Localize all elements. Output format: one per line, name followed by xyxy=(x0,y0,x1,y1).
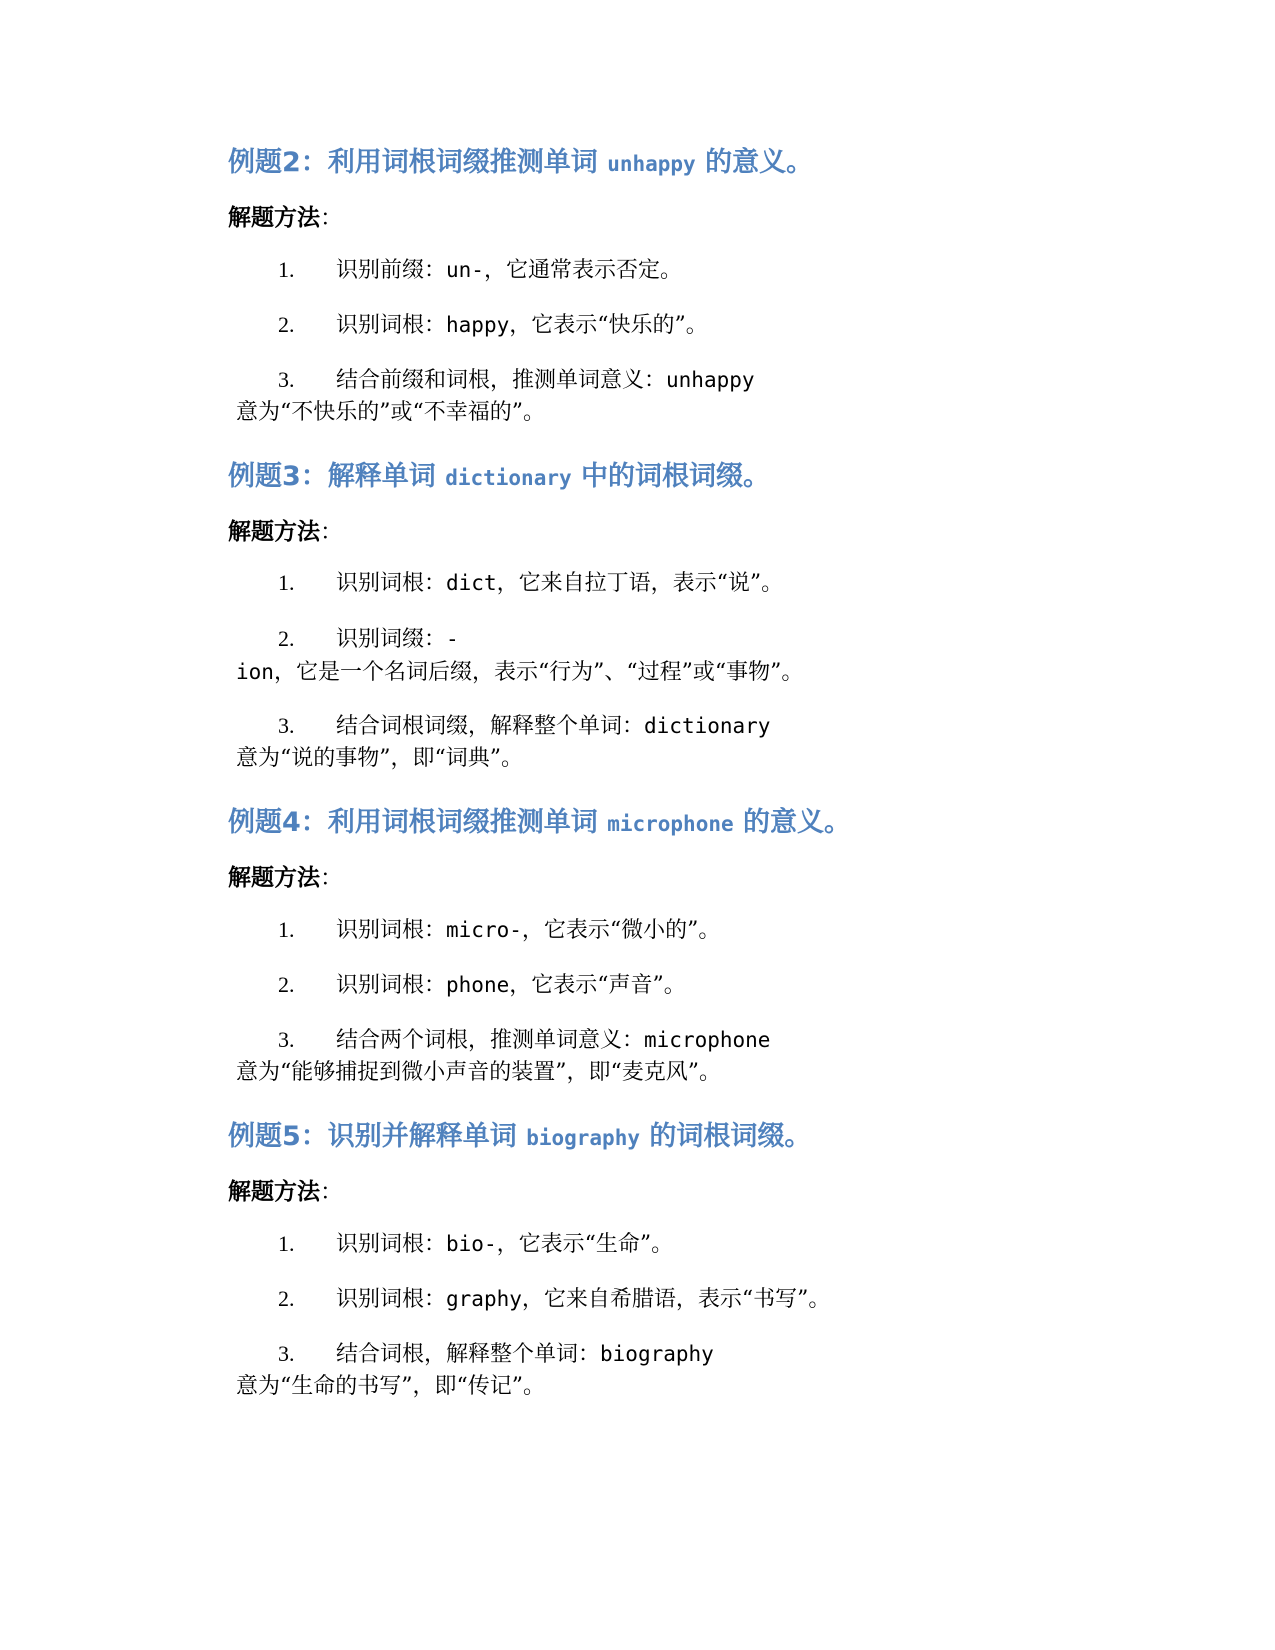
example-2-heading xyxy=(228,146,813,181)
heading-word: microphone xyxy=(607,812,734,836)
example-4-step-3-continuation: 意为“能够捕捉到微小声音的装置”，即“麦克风”。 xyxy=(236,1060,721,1085)
heading-word: dictionary xyxy=(445,466,572,490)
example-2-step-1: 1. 识别前缀：un-，它通常表示否定。 xyxy=(278,257,682,283)
example-2-method-label: 解题方法： xyxy=(228,205,343,231)
example-3-step-3-continuation: 意为“说的事物”，即“词典”。 xyxy=(236,746,523,771)
heading-prefix: 例题3：解释单词 xyxy=(228,461,446,492)
example-5-step-3: 3. 结合词根，解释整个单词：biography xyxy=(278,1341,714,1367)
example-3-heading xyxy=(228,460,770,495)
heading-suffix: 的词根词缀。 xyxy=(639,1121,812,1152)
example-3-step-1: 1. 识别词根：dict，它来自拉丁语，表示“说”。 xyxy=(278,570,784,596)
heading-prefix: 例题2：利用词根词缀推测单词 xyxy=(228,147,608,178)
example-5-step-1: 1. 识别词根：bio-，它表示“生命”。 xyxy=(278,1231,674,1257)
example-5-heading xyxy=(228,1120,811,1155)
heading-suffix: 中的词根词缀。 xyxy=(571,461,771,492)
example-5-method-label: 解题方法： xyxy=(228,1179,343,1205)
example-3-step-3: 3. 结合词根词缀，解释整个单词：dictionary xyxy=(278,713,771,739)
heading-word: unhappy xyxy=(607,152,696,176)
example-3-step-2-continuation: ion，它是一个名词后缀，表示“行为”、“过程”或“事物”。 xyxy=(236,660,804,685)
example-3-method-label: 解题方法： xyxy=(228,519,343,545)
example-4-method-label: 解题方法： xyxy=(228,865,343,891)
example-5-step-3-continuation: 意为“生命的书写”，即“传记”。 xyxy=(236,1374,545,1399)
example-3-step-2: 2. 识别词缀：- xyxy=(278,626,459,652)
example-2-step-2: 2. 识别词根：happy，它表示“快乐的”。 xyxy=(278,312,708,338)
heading-suffix: 的意义。 xyxy=(733,807,852,838)
heading-prefix: 例题5：识别并解释单词 xyxy=(228,1121,527,1152)
example-5-step-2: 2. 识别词根：graphy，它来自希腊语，表示“书写”。 xyxy=(278,1286,831,1312)
example-4-step-1: 1. 识别词根：micro-，它表示“微小的”。 xyxy=(278,917,721,943)
heading-suffix: 的意义。 xyxy=(695,147,814,178)
example-4-heading xyxy=(228,806,851,841)
heading-prefix: 例题4：利用词根词缀推测单词 xyxy=(228,807,608,838)
example-2-step-3-continuation: 意为“不快乐的”或“不幸福的”。 xyxy=(236,400,545,425)
example-2-step-3: 3. 结合前缀和词根，推测单词意义：unhappy xyxy=(278,367,755,393)
example-4-step-2: 2. 识别词根：phone，它表示“声音”。 xyxy=(278,972,686,998)
heading-word: biography xyxy=(526,1126,640,1150)
example-4-step-3: 3. 结合两个词根，推测单词意义：microphone xyxy=(278,1027,771,1053)
